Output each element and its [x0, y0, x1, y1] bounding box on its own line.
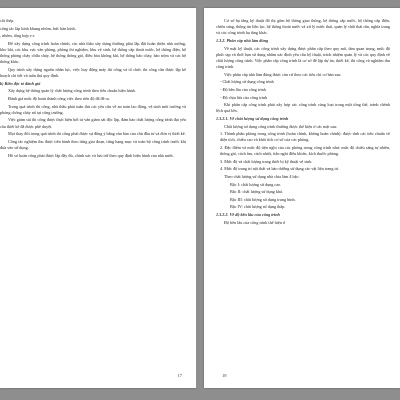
- list-item: 1. Thành phần phòng trong công trình (hoàn chỉnh, không hoàn chỉnh): được tính các tiêu chuẩn về diện tích, chiều cao và khối tích cơ sở của các phòng.: [220, 131, 390, 143]
- paragraph: Đánh giá mức độ hoàn thành công việc theo tiến độ đã đề ra.: [8, 95, 110, 101]
- paragraph: Việc giám sát thi công được thực hiện bởi tư vấn giám sát độc lập, đảm bảo chất lượng công trình đạt yêu cầu thiết kế đã được phê duyệt.: [0, 117, 186, 129]
- list-item: Bậc II: chất lượng sử dụng khá.: [230, 189, 283, 195]
- paragraph: Theo chất lượng sử dụng nhà chia làm 4 bậc:: [224, 173, 300, 179]
- paragraph: , nhôm, tổng hợp v.v: [0, 33, 35, 39]
- subsection-heading: 1.3.2.2. Về độ bền lâu của công trình: [216, 211, 280, 217]
- paragraph: Xây dựng hệ thống quản lý chất lượng công trình theo tiêu chuẩn hiện hành.: [8, 88, 136, 94]
- paragraph: Trong quá trình thi công, nhà thầu phải tuân thủ các yêu cầu về an toàn lao động, vệ sinh môi trường và phòng chống cháy nổ tại công trường.: [0, 103, 186, 115]
- section-heading: b) Biên độc tổ đánh giá: [0, 80, 41, 86]
- paragraph: Cơ sở hạ tầng kỹ thuật đô thị gồm hệ thống giao thông, hệ thống cấp nước, hệ thống cấp điện, chiếu sáng, thông tin liên lạc, hệ thống thoát nước và xử lý nước thải, quản lý chất thải rắn, nghĩa trang và các công trình hạ tầng khác.: [216, 18, 390, 36]
- page-gutter: [196, 8, 204, 388]
- paragraph: Để xây dựng công trình hoàn chỉnh, các nhà thầu xây dựng thường phải lắp đặt hoàn thiện nhà xưởng, kho bãi, các khu vực văn phòng, phòng thí nghiệm, khu vệ sinh, hệ thống cấp thoát nước, hệ thống điện, hệ thống phòng cháy chữa cháy, hệ thống thông gió, điều hòa không khí, hệ thống báo cháy, báo trộm và các hệ thống khác.: [0, 40, 186, 65]
- paragraph: Mọi thay đổi trong quá trình thi công phải được sự đồng ý bằng văn bản của chủ đầu tư và đơn vị thiết kế.: [8, 131, 186, 137]
- list-item: Bậc I: chất lượng sử dụng cao.: [230, 181, 282, 187]
- list-item: - Độ chịu lửa của công trình: [220, 94, 268, 100]
- page-number: 18: [222, 373, 227, 378]
- section-heading: 1.3.2. Phân cấp nhà làm đúng: [216, 38, 269, 43]
- right-page: [204, 8, 400, 388]
- paragraph: Việc phân cấp nhà làm đúng được căn cứ theo các tiêu chí cơ bản sau:: [224, 71, 342, 77]
- paragraph: Độ bền lâu của công trình thể hiện ở: [224, 219, 286, 225]
- list-item: Bậc IV: chất lượng sử dụng thấp.: [230, 204, 286, 210]
- left-page: [0, 8, 196, 388]
- list-item: 4. Mức độ trang trí nội thất và bảo dưỡng sử dụng các vật liệu trang trí.: [220, 166, 340, 172]
- subsection-heading: 1.3.2.1. Về chất lượng sử dụng công trình: [216, 115, 289, 121]
- right-page-content: [216, 18, 390, 366]
- paragraph: Quy trình xây dựng nguồn nhân lực, việc huy động máy thi công và tổ chức thi công cần được lập kế hoạch chi tiết và tuân thủ quy định.: [0, 66, 186, 79]
- list-item: - Chất lượng sử dụng công trình: [220, 79, 274, 85]
- list-item: - Độ bền lâu của công trình: [220, 86, 266, 92]
- paragraph: Công tác nghiệm thu được tiến hành theo từng giai đoạn, từng hạng mục và toàn bộ công trình trước khi đưa vào sử dụng.: [0, 138, 186, 150]
- paragraph: cồi thép.: [0, 18, 15, 23]
- paragraph: Chất lượng sử dụng công trình thường được thể hiện ở các mặt sau:: [224, 123, 338, 129]
- paragraph: Khi phân cấp công trình phải xây hợp các công trình cùng loại trong một tổng thể, tránh chênh lệch quá lớn.: [216, 102, 390, 114]
- list-item: Bậc III: chất lượng sử dụng trung bình.: [230, 196, 296, 202]
- left-page-content: [0, 18, 186, 366]
- page-number: 17: [177, 373, 182, 378]
- paragraph: Về mặt kỹ thuật, các công trình xây dựng được phân cấp theo quy mô, tầm quan trọng, mức độ phức tạp và thời hạn sử dụng nhằm xác định yêu cầu kỹ thuật, trách nhiệm quản lý và các quy định về chất lượng công trình. Việc phân cấp công trình là cơ sở để lập dự án, thiết kế, thi công và nghiệm thu công trình.: [216, 45, 390, 70]
- list-item: 3. Mức độ và chất lượng trang thiết bị kỹ thuật vệ sinh.: [220, 158, 313, 164]
- list-item: 2. Đặc điểm và mức độ tiện nghi của các phòng trong công trình như: mức độ chiếu sáng tự nhiên, thông gió, cách âm, cách nhiệt, tiện nghi điều khiển, kích thước phòng.: [220, 144, 390, 157]
- paragraph: công tác lắp kính khung nhôm, bức bàn kính,: [0, 25, 76, 31]
- paragraph: Hồ sơ hoàn công phải được lập đầy đủ, chính xác và lưu trữ theo quy định hiện hành của nhà nước.: [8, 152, 175, 158]
